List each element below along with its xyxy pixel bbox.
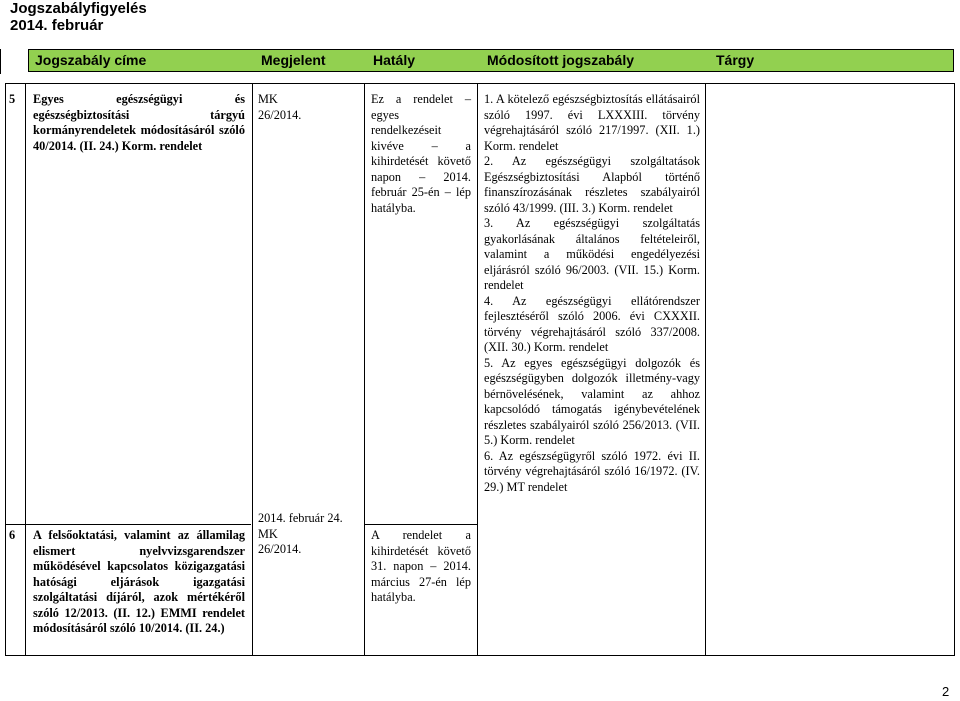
column-divider	[705, 83, 706, 656]
header-title: Jogszabályfigyelés	[10, 0, 147, 17]
page-number: 2	[942, 684, 950, 699]
column-header-row	[28, 49, 954, 72]
row-title: A felsőoktatási, valamint az államilag elismert nyelvvizsgarendszer működésével kapcsolatos közigazgatási hatósági eljárások igazgatási szolgáltatási díjáról, azok mértékéről szóló 12/2013. (II. 12.) EMMI rendelet módosításáról szóló 10/2014. (II. 24.)	[33, 528, 245, 635]
column-header-amended: Módosított jogszabály	[487, 52, 634, 68]
column-divider	[25, 83, 26, 656]
column-divider	[252, 83, 253, 656]
document-header	[10, 0, 147, 34]
column-header-title: Jogszabály címe	[35, 52, 147, 68]
row-published: MK 26/2014.	[258, 92, 302, 122]
row-divider	[364, 524, 477, 525]
row-number: 6	[9, 528, 16, 542]
column-header-published: Megjelent	[261, 52, 326, 68]
column-header-subject: Tárgy	[716, 52, 755, 68]
row-divider	[5, 524, 251, 525]
column-divider	[477, 83, 478, 656]
row-title: Egyes egészségügyi és egészségbiztosítási tárgyú kormányrendeletek módosításáról szóló 40/2014. (II. 24.) Korm. rendelet	[33, 92, 245, 153]
row-published: 2014. február 24. MK 26/2014.	[258, 511, 343, 556]
row-effect: Ez a rendelet – egyes rendelkezéseit kivéve – a kihirdetését követő napon – 2014. február 25-én – lép hatályba.	[371, 92, 471, 215]
column-divider	[364, 83, 365, 656]
row-effect: A rendelet a kihirdetését követő 31. napon – 2014. március 27-én lép hatályba.	[371, 528, 471, 604]
column-header-effect: Hatály	[373, 52, 416, 68]
row-number: 5	[9, 92, 16, 106]
table-edge	[0, 49, 1, 74]
row-amended: 1. A kötelező egészségbiztosítás ellátásairól szóló 1997. évi LXXXIII. törvény végrehajtásáról szóló 217/1997. (XII. 1.) Korm. rendelet 2. Az egészségügyi szolgáltatások Egészségbiztosítási Alapból történő finanszírozásának részletes szabályairól szóló 43/1999. (III. 3.) Korm. rendelet 3. Az egészségügyi szolgáltatás gyakorlásának általános feltételeiről, valamint a működési engedélyezési eljárásról szóló 96/2003. (VII. 15.) Korm. rendelet 4. Az egészségügyi ellátórendszer fejlesztéséről szóló 2006. évi CXXXII. törvény végrehajtásáról szóló 337/2008. (XII. 30.) Korm. rendelet 5. Az egyes egészségügyi dolgozók és egészségügyben dolgozók illetmény-vagy bérnövelésének, valamint az ahhoz kapcsolódó támogatás igénybevételének részletes szabályairól szóló 256/2013. (VII. 5.) Korm. rendelet 6. Az egészségügyről szóló 1972. évi II. törvény végrehajtásáról szóló 16/1972. (IV. 29.) MT rendelet	[484, 92, 700, 494]
header-date: 2014. február	[10, 17, 104, 34]
